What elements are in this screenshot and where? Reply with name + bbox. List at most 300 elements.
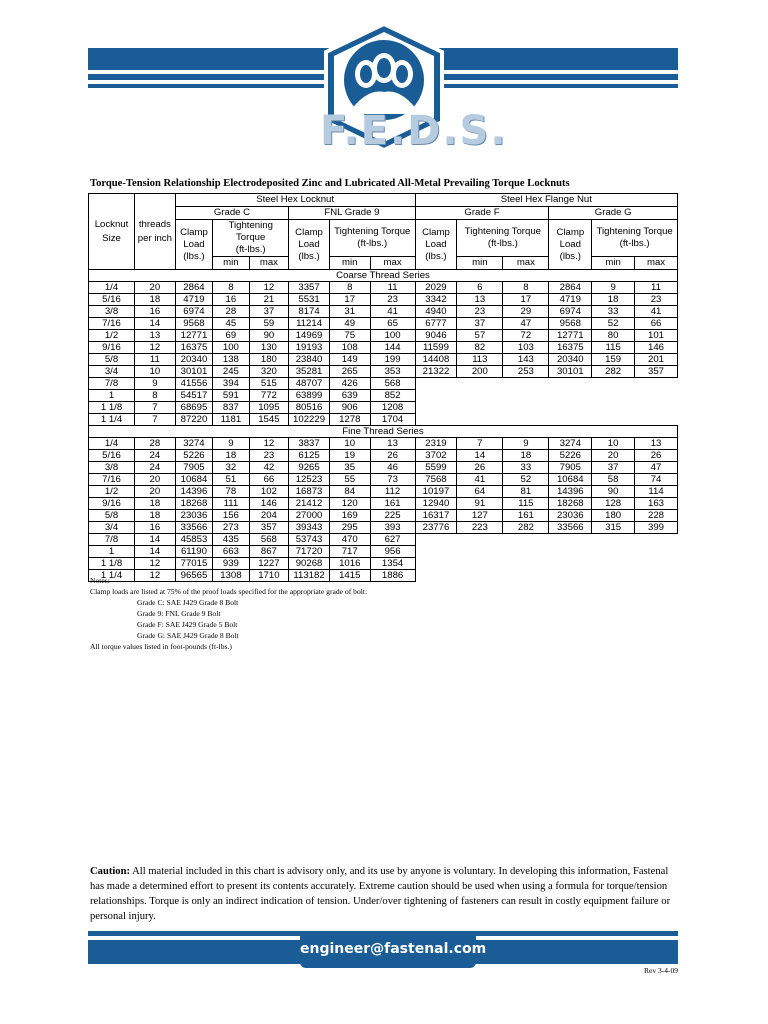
caution-text: All material included in this chart is advisory only, and its use by anyone is voluntary. In developing this information, Fastenal has made a determined effort to present its contents accurately. Extreme caution should be used when using a formula for torque/tension relationships. Torque is only an indirect indication of tension. Under/over tightening of fasteners can result in costly equipment failure or personal injury. (90, 866, 671, 922)
table-cell: 11214 (289, 318, 330, 330)
table-cell: 53743 (289, 534, 330, 546)
table-row (89, 354, 678, 366)
table-row (89, 486, 678, 498)
table-cell: 16 (135, 522, 176, 534)
table-cell: 26 (370, 450, 415, 462)
table-cell: 568 (370, 378, 415, 390)
caution-disclaimer (90, 864, 678, 924)
table-row (89, 402, 678, 414)
table-cell: 81 (503, 486, 549, 498)
table-cell: 1 1/4 (89, 570, 135, 582)
table-cell: 130 (249, 342, 289, 354)
table-cell: 7/8 (89, 534, 135, 546)
steel-hex-locknut-header: Steel Hex Locknut (175, 194, 415, 207)
table-cell: 7905 (549, 462, 592, 474)
table-cell: 1 (89, 390, 135, 402)
table-cell: 14 (457, 450, 503, 462)
table-cell: 57 (457, 330, 503, 342)
logo-text: F.E.D.S. (320, 108, 508, 154)
table-cell: 12 (135, 342, 176, 354)
table-cell: 61190 (175, 546, 212, 558)
table-cell: 5531 (289, 294, 330, 306)
tightening-torque-header: Tightening Torque (ft-lbs.) (592, 220, 678, 257)
table-cell: 87220 (175, 414, 212, 426)
table-cell: 7/16 (89, 474, 135, 486)
table-cell: 84 (329, 486, 370, 498)
table-cell: 1545 (249, 414, 289, 426)
table-cell: 20340 (175, 354, 212, 366)
table-row (89, 534, 678, 546)
table-cell: 16 (213, 294, 249, 306)
table-cell: 245 (213, 366, 249, 378)
table-cell: 17 (503, 294, 549, 306)
table-cell: 357 (249, 522, 289, 534)
table-cell: 223 (457, 522, 503, 534)
table-cell: 146 (249, 498, 289, 510)
table-cell: 3/8 (89, 306, 135, 318)
table-cell: 357 (635, 366, 678, 378)
table-cell: 906 (329, 402, 370, 414)
table-cell: 1/2 (89, 486, 135, 498)
table-cell: 127 (457, 510, 503, 522)
table-cell: 90 (592, 486, 635, 498)
table-cell: 68695 (175, 402, 212, 414)
table-cell: 3342 (415, 294, 457, 306)
table-cell: 159 (592, 354, 635, 366)
torque-units-note: All torque values listed in foot-pounds (ft-lbs.) (90, 642, 232, 651)
table-cell: 35 (329, 462, 370, 474)
table-cell: 20340 (549, 354, 592, 366)
table-cell: 37 (457, 318, 503, 330)
table-cell: 16375 (175, 342, 212, 354)
table-cell: 28 (213, 306, 249, 318)
table-cell: 1354 (370, 558, 415, 570)
table-cell: 46 (370, 462, 415, 474)
empty-cell (415, 378, 677, 390)
table-cell: 20 (135, 474, 176, 486)
table-cell: 639 (329, 390, 370, 402)
torque-tension-table (88, 193, 678, 582)
steel-hex-flange-nut-header: Steel Hex Flange Nut (415, 194, 677, 207)
table-row (89, 414, 678, 426)
table-cell: 39343 (289, 522, 330, 534)
table-cell: 295 (329, 522, 370, 534)
table-cell: 13 (635, 438, 678, 450)
table-cell: 47 (503, 318, 549, 330)
table-cell: 90268 (289, 558, 330, 570)
table-cell: 14396 (549, 486, 592, 498)
grade-note: Grade G: SAE J429 Grade 8 Bolt (137, 631, 239, 640)
table-cell: 19 (329, 450, 370, 462)
table-cell: 101 (635, 330, 678, 342)
table-cell: 14 (135, 546, 176, 558)
table-row (89, 306, 678, 318)
table-cell: 24 (135, 450, 176, 462)
table-cell: 161 (370, 498, 415, 510)
grade-f-header: Grade F (415, 207, 549, 220)
table-cell: 5/16 (89, 450, 135, 462)
table-row (89, 474, 678, 486)
table-row (89, 438, 678, 450)
table-cell: 66 (635, 318, 678, 330)
table-cell: 14969 (289, 330, 330, 342)
table-cell: 113 (457, 354, 503, 366)
table-cell: 100 (213, 342, 249, 354)
table-cell: 10684 (549, 474, 592, 486)
table-cell: 228 (635, 510, 678, 522)
table-cell: 8 (135, 390, 176, 402)
table-cell: 16 (135, 306, 176, 318)
table-cell: 31 (329, 306, 370, 318)
table-cell: 74 (635, 474, 678, 486)
table-cell: 71720 (289, 546, 330, 558)
table-cell: 163 (635, 498, 678, 510)
table-cell: 13 (370, 438, 415, 450)
table-cell: 1181 (213, 414, 249, 426)
table-cell: 717 (329, 546, 370, 558)
notes-heading: Notes: (90, 576, 110, 585)
table-cell: 2864 (175, 282, 212, 294)
table-cell: 6 (457, 282, 503, 294)
table-cell: 169 (329, 510, 370, 522)
clamp-load-header: Clamp Load (lbs.) (175, 220, 212, 270)
page-title: Torque-Tension Relationship Electrodeposited Zinc and Lubricated All-Metal Prevailing Torque Locknuts (90, 178, 570, 189)
table-cell: 1308 (213, 570, 249, 582)
table-cell: 4719 (175, 294, 212, 306)
table-cell: 1 1/4 (89, 414, 135, 426)
table-cell: 14 (135, 534, 176, 546)
table-cell: 12 (135, 570, 176, 582)
table-cell: 111 (213, 498, 249, 510)
fine-thread-series-label: Fine Thread Series (89, 426, 678, 438)
table-cell: 33 (503, 462, 549, 474)
table-cell: 9/16 (89, 342, 135, 354)
table-cell: 100 (370, 330, 415, 342)
table-cell: 77015 (175, 558, 212, 570)
coarse-thread-series-label: Coarse Thread Series (89, 270, 678, 282)
table-cell: 120 (329, 498, 370, 510)
table-cell: 45 (213, 318, 249, 330)
table-cell: 23036 (549, 510, 592, 522)
table-cell: 14 (135, 318, 176, 330)
table-cell: 115 (592, 342, 635, 354)
clamp-load-header: Clamp Load (lbs.) (415, 220, 457, 270)
table-cell: 399 (635, 522, 678, 534)
table-cell: 96565 (175, 570, 212, 582)
table-cell: 80 (592, 330, 635, 342)
table-cell: 13 (457, 294, 503, 306)
table-cell: 568 (249, 534, 289, 546)
table-cell: 114 (635, 486, 678, 498)
table-cell: 30101 (549, 366, 592, 378)
table-cell: 837 (213, 402, 249, 414)
table-cell: 115 (503, 498, 549, 510)
table-cell: 852 (370, 390, 415, 402)
table-cell: 9568 (549, 318, 592, 330)
table-cell: 6974 (549, 306, 592, 318)
table-cell: 45853 (175, 534, 212, 546)
table-cell: 113182 (289, 570, 330, 582)
table-cell: 75 (329, 330, 370, 342)
table-cell: 180 (592, 510, 635, 522)
table-cell: 5/16 (89, 294, 135, 306)
engineer-email-link[interactable]: engineer@fastenal.com (300, 941, 487, 957)
table-row (89, 318, 678, 330)
table-cell: 138 (213, 354, 249, 366)
table-cell: 2864 (549, 282, 592, 294)
table-cell: 35281 (289, 366, 330, 378)
table-cell: 9265 (289, 462, 330, 474)
table-cell: 32 (213, 462, 249, 474)
table-cell: 41556 (175, 378, 212, 390)
table-cell: 204 (249, 510, 289, 522)
table-cell: 7 (135, 402, 176, 414)
table-cell: 14396 (175, 486, 212, 498)
min-header: min (213, 257, 249, 270)
table-row (89, 378, 678, 390)
table-cell: 225 (370, 510, 415, 522)
table-cell: 8 (503, 282, 549, 294)
table-cell: 18 (592, 294, 635, 306)
max-header: max (635, 257, 678, 270)
table-cell: 20 (135, 282, 176, 294)
table-cell: 5226 (175, 450, 212, 462)
table-cell: 10 (592, 438, 635, 450)
table-cell: 1227 (249, 558, 289, 570)
min-header: min (592, 257, 635, 270)
tightening-torque-header: Tightening Torque (ft-lbs.) (213, 220, 289, 257)
table-cell: 4719 (549, 294, 592, 306)
table-cell: 1016 (329, 558, 370, 570)
table-cell: 3/8 (89, 462, 135, 474)
table-cell: 1 1/8 (89, 402, 135, 414)
table-cell: 23036 (175, 510, 212, 522)
table-cell: 180 (249, 354, 289, 366)
max-header: max (370, 257, 415, 270)
table-cell: 65 (370, 318, 415, 330)
table-cell: 112 (370, 486, 415, 498)
table-cell: 102 (249, 486, 289, 498)
table-cell: 1208 (370, 402, 415, 414)
clamp-load-note: Clamp loads are listed at 75% of the proof loads specified for the appropriate grade of bolt: (90, 587, 368, 596)
fnl-grade-9-header: FNL Grade 9 (289, 207, 415, 220)
table-cell: 265 (329, 366, 370, 378)
table-cell: 18268 (175, 498, 212, 510)
table-cell: 5599 (415, 462, 457, 474)
table-cell: 72 (503, 330, 549, 342)
table-cell: 11 (635, 282, 678, 294)
table-cell: 12 (249, 438, 289, 450)
table-cell: 103 (503, 342, 549, 354)
table-row (89, 558, 678, 570)
table-cell: 6777 (415, 318, 457, 330)
max-header: max (249, 257, 289, 270)
table-cell: 9568 (175, 318, 212, 330)
table-cell: 17 (329, 294, 370, 306)
table-cell: 1/4 (89, 282, 135, 294)
grade-note: Grade C: SAE J429 Grade 8 Bolt (137, 598, 239, 607)
table-cell: 23 (249, 450, 289, 462)
table-cell: 627 (370, 534, 415, 546)
table-cell: 23840 (289, 354, 330, 366)
table-cell: 69 (213, 330, 249, 342)
table-cell: 9046 (415, 330, 457, 342)
table-cell: 5226 (549, 450, 592, 462)
table-cell: 8 (329, 282, 370, 294)
table-cell: 12 (249, 282, 289, 294)
table-cell: 282 (592, 366, 635, 378)
table-row (89, 294, 678, 306)
min-header: min (457, 257, 503, 270)
table-cell: 5/8 (89, 354, 135, 366)
table-cell: 1/4 (89, 438, 135, 450)
table-cell: 143 (503, 354, 549, 366)
clamp-load-header: Clamp Load (lbs.) (289, 220, 330, 270)
table-cell: 10 (135, 366, 176, 378)
table-cell: 30101 (175, 366, 212, 378)
table-cell: 315 (592, 522, 635, 534)
max-header: max (503, 257, 549, 270)
table-cell: 3702 (415, 450, 457, 462)
empty-cell (415, 414, 677, 426)
clamp-load-header: Clamp Load (lbs.) (549, 220, 592, 270)
table-row (89, 450, 678, 462)
table-cell: 6974 (175, 306, 212, 318)
table-cell: 28 (135, 438, 176, 450)
tightening-torque-header: Tightening Torque (ft-lbs.) (457, 220, 549, 257)
table-cell: 80516 (289, 402, 330, 414)
table-cell: 91 (457, 498, 503, 510)
table-cell: 156 (213, 510, 249, 522)
table-cell: 273 (213, 522, 249, 534)
table-cell: 591 (213, 390, 249, 402)
table-cell: 12771 (175, 330, 212, 342)
table-cell: 12 (135, 558, 176, 570)
table-cell: 90 (249, 330, 289, 342)
table-cell: 18 (503, 450, 549, 462)
table-cell: 49 (329, 318, 370, 330)
table-cell: 26 (635, 450, 678, 462)
table-row (89, 498, 678, 510)
table-cell: 18 (135, 294, 176, 306)
locknut-size-header: Locknut Size (89, 194, 135, 270)
table-cell: 12771 (549, 330, 592, 342)
table-row (89, 522, 678, 534)
table-row (89, 342, 678, 354)
table-row (89, 282, 678, 294)
table-cell: 16873 (289, 486, 330, 498)
table-cell: 26 (457, 462, 503, 474)
table-cell: 20 (135, 486, 176, 498)
table-cell: 33 (592, 306, 635, 318)
table-cell: 1 1/8 (89, 558, 135, 570)
table-cell: 37 (249, 306, 289, 318)
table-cell: 23776 (415, 522, 457, 534)
table-cell: 9 (213, 438, 249, 450)
table-cell: 663 (213, 546, 249, 558)
table-cell: 3357 (289, 282, 330, 294)
table-row (89, 366, 678, 378)
table-cell: 4940 (415, 306, 457, 318)
table-cell: 515 (249, 378, 289, 390)
table-cell: 11 (135, 354, 176, 366)
table-row (89, 546, 678, 558)
table-cell: 108 (329, 342, 370, 354)
table-cell: 52 (503, 474, 549, 486)
table-cell: 1704 (370, 414, 415, 426)
table-cell: 2319 (415, 438, 457, 450)
table-cell: 867 (249, 546, 289, 558)
grade-note: Grade F: SAE J429 Grade 5 Bolt (137, 620, 238, 629)
table-cell: 1886 (370, 570, 415, 582)
table-cell: 23 (370, 294, 415, 306)
table-cell: 12940 (415, 498, 457, 510)
table-cell: 16317 (415, 510, 457, 522)
table-cell: 161 (503, 510, 549, 522)
table-cell: 3837 (289, 438, 330, 450)
table-cell: 253 (503, 366, 549, 378)
table-row (89, 462, 678, 474)
tightening-torque-header: Tightening Torque (ft-lbs.) (329, 220, 415, 257)
table-cell: 55 (329, 474, 370, 486)
table-cell: 24 (135, 462, 176, 474)
table-cell: 3274 (549, 438, 592, 450)
table-cell: 58 (592, 474, 635, 486)
table-cell: 7 (457, 438, 503, 450)
table-cell: 9 (592, 282, 635, 294)
table-cell: 772 (249, 390, 289, 402)
table-cell: 6125 (289, 450, 330, 462)
table-cell: 353 (370, 366, 415, 378)
table-cell: 11 (370, 282, 415, 294)
table-cell: 10684 (175, 474, 212, 486)
table-cell: 12523 (289, 474, 330, 486)
table-cell: 1278 (329, 414, 370, 426)
table-cell: 5/8 (89, 510, 135, 522)
table-cell: 59 (249, 318, 289, 330)
table-cell: 3/4 (89, 522, 135, 534)
empty-cell (415, 546, 677, 558)
table-cell: 144 (370, 342, 415, 354)
table-cell: 7/16 (89, 318, 135, 330)
table-cell: 426 (329, 378, 370, 390)
table-cell: 8 (213, 282, 249, 294)
empty-cell (415, 534, 677, 546)
table-row (89, 510, 678, 522)
empty-cell (415, 558, 677, 570)
table-cell: 102229 (289, 414, 330, 426)
table-cell: 20 (592, 450, 635, 462)
table-cell: 1 (89, 546, 135, 558)
table-cell: 3/4 (89, 366, 135, 378)
table-cell: 7905 (175, 462, 212, 474)
table-cell: 956 (370, 546, 415, 558)
grade-g-header: Grade G (549, 207, 678, 220)
table-cell: 41 (370, 306, 415, 318)
table-cell: 18 (135, 498, 176, 510)
table-cell: 21412 (289, 498, 330, 510)
table-cell: 146 (635, 342, 678, 354)
table-cell: 939 (213, 558, 249, 570)
table-cell: 78 (213, 486, 249, 498)
table-cell: 10197 (415, 486, 457, 498)
table-cell: 37 (592, 462, 635, 474)
table-cell: 29 (503, 306, 549, 318)
table-cell: 9/16 (89, 498, 135, 510)
table-cell: 9 (135, 378, 176, 390)
table-cell: 33566 (175, 522, 212, 534)
table-cell: 21322 (415, 366, 457, 378)
